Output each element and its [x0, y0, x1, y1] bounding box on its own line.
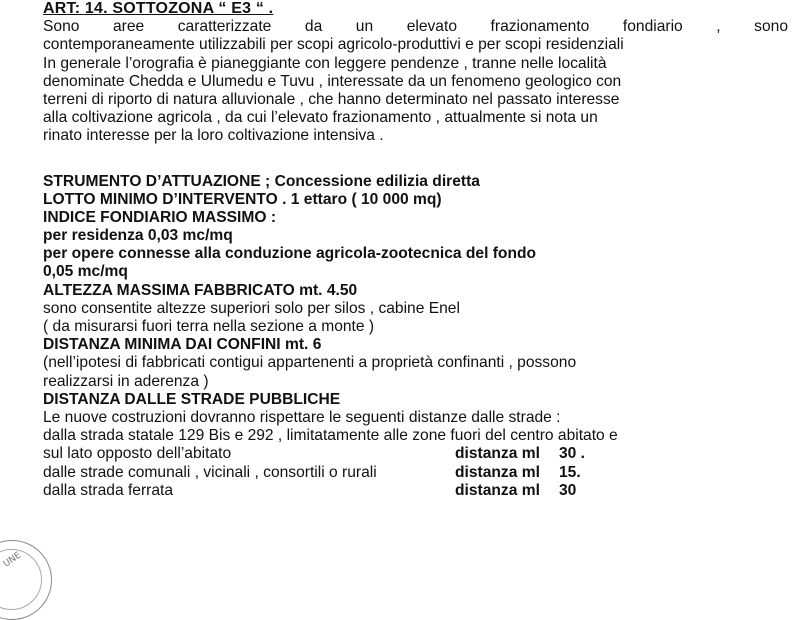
- distance-label: distanza ml: [455, 482, 540, 500]
- indice-fondiario: INDICE FONDIARIO MASSIMO :: [43, 208, 277, 226]
- intro-line: denominate Chedda e Ulumedu e Tuvu , interessate da un fenomeno geologico con: [43, 72, 622, 90]
- intro-line: rinato interesse per la loro coltivazione intensiva .: [43, 127, 384, 145]
- distance-label: distanza ml: [455, 445, 540, 463]
- intro-line: terreni di riporto di natura alluvionale , che hanno determinato nel passato interesse: [43, 90, 620, 108]
- distance-text: sul lato opposto dell’abitato: [43, 445, 232, 463]
- altezza-note: sono consentite altezze superiori solo per silos , cabine Enel: [43, 299, 460, 317]
- distanza-confini: DISTANZA MINIMA DAI CONFINI mt. 6: [43, 336, 322, 354]
- rules-section: [43, 173, 788, 501]
- altezza-massima: ALTEZZA MASSIMA FABBRICATO mt. 4.50: [43, 281, 358, 299]
- confini-note: (nell’ipotesi di fabbricati contigui appartenenti a proprietà confinanti , possono: [43, 354, 577, 372]
- indice-residenza: per residenza 0,03 mc/mq: [43, 227, 233, 245]
- indice-opere: per opere connesse alla conduzione agricola-zootecnica del fondo: [43, 245, 537, 263]
- intro-line: In generale l’orografia è pianeggiante con leggere pendenze , tranne nelle località: [43, 54, 607, 72]
- lotto-minimo: LOTTO MINIMO D’INTERVENTO . 1 ettaro ( 10 000 mq): [43, 190, 442, 208]
- distance-value: 15.: [559, 463, 581, 481]
- distance-text: dalla strada ferrata: [43, 482, 174, 500]
- municipal-stamp-icon: UNE: [0, 540, 52, 620]
- intro-line: contemporaneamente utilizzabili per scopi agricolo-produttivi e per scopi residenziali: [43, 36, 624, 54]
- altezza-note: ( da misurarsi fuori terra nella sezione a monte ): [43, 318, 375, 335]
- distance-value: 30: [559, 482, 577, 500]
- distance-text: dalle strade comunali , vicinali , consortili o rurali: [43, 463, 377, 481]
- strade-intro: Le nuove costruzioni dovranno rispettare le seguenti distanze dalle strade :: [43, 408, 561, 426]
- intro-line: Sono aree caratterizzate da un elevato frazionamento fondiario , sono: [43, 18, 788, 36]
- distance-label: distanza ml: [455, 463, 540, 481]
- distance-row: [43, 464, 788, 482]
- strade-statale: dalla strada statale 129 Bis e 292 , limitatamente alle zone fuori del centro abitato e: [43, 427, 618, 445]
- article-heading: ART: 14. SOTTOZONA “ E3 “ .: [43, 0, 274, 17]
- strumento-attuazione: STRUMENTO D’ATTUAZIONE ; Concessione edilizia diretta: [43, 172, 480, 190]
- intro-line: alla coltivazione agricola , da cui l’elevato frazionamento , attualmente si nota un: [43, 109, 598, 127]
- document-page: [43, 0, 788, 500]
- distanza-strade: DISTANZA DALLE STRADE PUBBLICHE: [43, 390, 341, 408]
- distance-row: [43, 445, 788, 463]
- intro-paragraph: [43, 18, 788, 145]
- distance-row: [43, 482, 788, 500]
- confini-note: realizzarsi in aderenza ): [43, 372, 209, 390]
- indice-opere-value: 0,05 mc/mq: [43, 263, 128, 281]
- distance-value: 30 .: [559, 445, 586, 463]
